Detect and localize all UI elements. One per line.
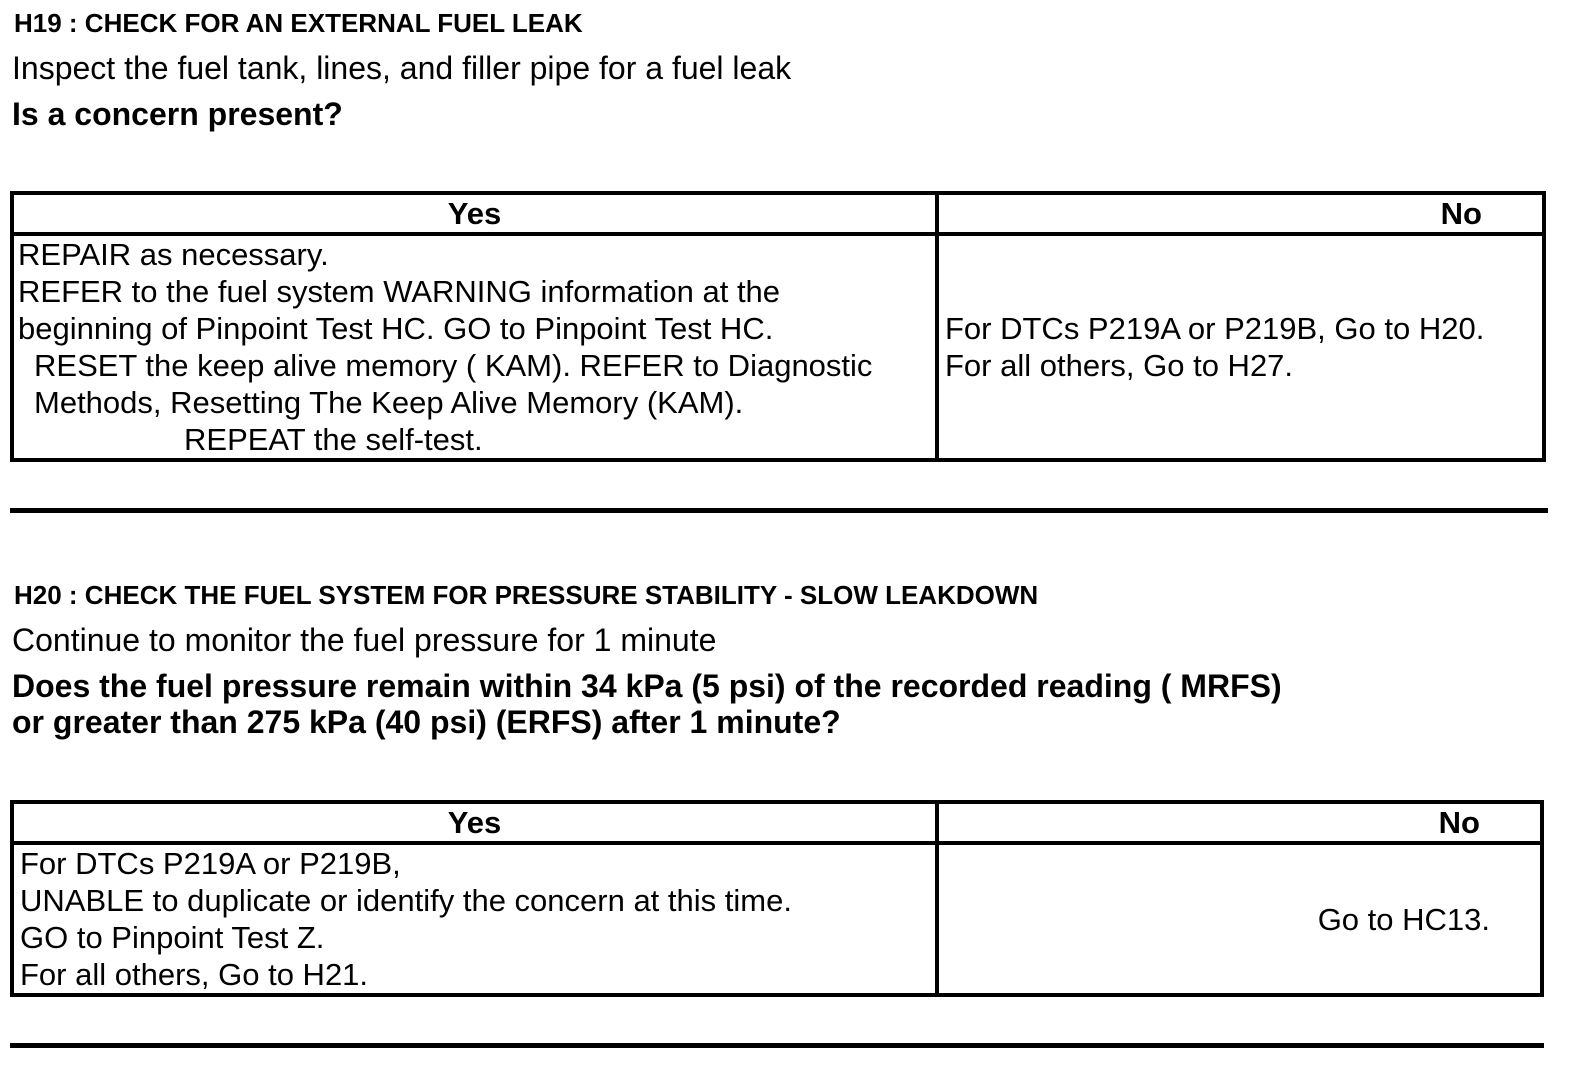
step-h20-instruction: Continue to monitor the fuel pressure for 1 minute	[12, 622, 717, 658]
no-column-header: No	[937, 802, 1542, 843]
yes-action-cell	[12, 234, 937, 460]
step-h20-question-line-1: Does the fuel pressure remain within 34 kPa (5 psi) of the recorded reading ( MRFS)	[12, 668, 1282, 704]
yes-column-header: Yes	[12, 193, 937, 234]
step-h19-instruction: Inspect the fuel tank, lines, and filler pipe for a fuel leak	[12, 50, 792, 86]
yes-action-line: RESET the keep alive memory ( KAM). REFER to Diagnostic	[34, 348, 873, 383]
yes-action-line: REPAIR as necessary.	[18, 237, 329, 272]
step-h19-title: H19 : CHECK FOR AN EXTERNAL FUEL LEAK	[14, 8, 583, 38]
no-action-line: For all others, Go to H27.	[945, 348, 1294, 383]
no-column-header: No	[937, 193, 1544, 234]
no-action-cell	[937, 843, 1542, 995]
section-divider	[10, 508, 1548, 513]
step-h20-title: H20 : CHECK THE FUEL SYSTEM FOR PRESSURE STABILITY - SLOW LEAKDOWN	[14, 580, 1039, 610]
no-action-line: Go to HC13.	[1317, 901, 1490, 937]
yes-action-line: GO to Pinpoint Test Z.	[20, 920, 325, 955]
section-divider	[10, 1043, 1544, 1048]
yes-action-line: Methods, Resetting The Keep Alive Memory (KAM).	[34, 385, 744, 420]
decision-table-header-row	[12, 193, 1544, 234]
yes-action-line: beginning of Pinpoint Test HC. GO to Pinpoint Test HC.	[18, 311, 774, 346]
no-action-line: For DTCs P219A or P219B, Go to H20.	[945, 311, 1485, 346]
decision-table-body-row	[12, 843, 1542, 995]
yes-action-line: REFER to the fuel system WARNING information at the	[18, 274, 781, 309]
yes-column-header: Yes	[12, 802, 937, 843]
step-h19-decision-table	[10, 191, 1546, 462]
step-h20-decision-table	[10, 800, 1544, 997]
no-action-cell	[937, 234, 1544, 460]
yes-action-line: For all others, Go to H21.	[20, 957, 369, 992]
decision-table-header-row	[12, 802, 1542, 843]
step-h20-question-line-2: or greater than 275 kPa (40 psi) (ERFS) after 1 minute?	[12, 704, 841, 740]
step-h19-question: Is a concern present?	[12, 96, 343, 132]
decision-table-body-row	[12, 234, 1544, 460]
yes-action-line: REPEAT the self-test.	[184, 422, 483, 457]
yes-action-line: UNABLE to duplicate or identify the concern at this time.	[20, 883, 792, 918]
yes-action-cell	[12, 843, 937, 995]
yes-action-line: For DTCs P219A or P219B,	[20, 846, 401, 881]
